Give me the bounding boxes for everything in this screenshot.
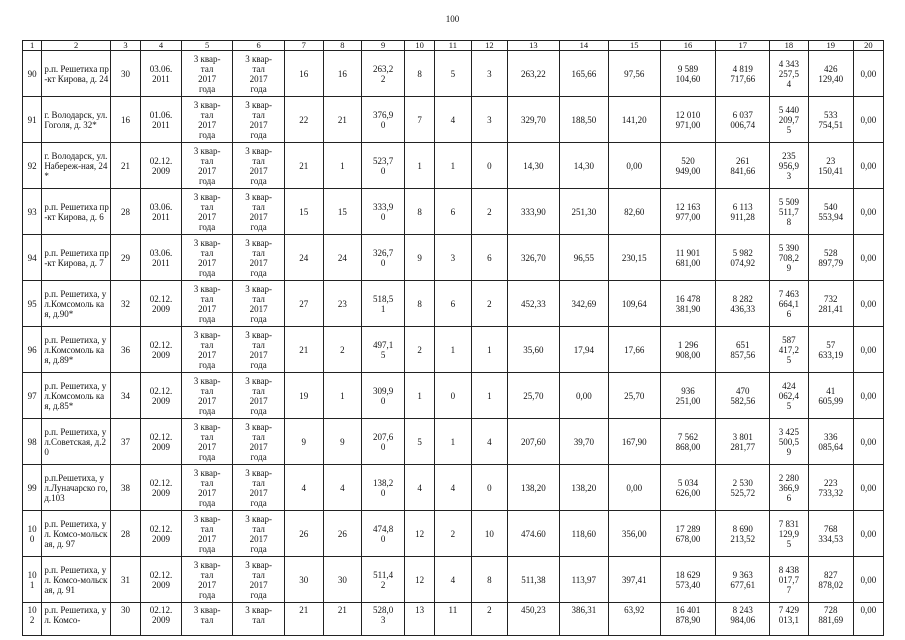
table-cell: 6	[471, 235, 508, 281]
table-row	[23, 465, 884, 511]
table-cell: 0,00	[853, 557, 883, 603]
table-row	[23, 603, 884, 636]
table-cell: 97	[23, 373, 42, 419]
table-cell: 9 363 677,61	[716, 557, 770, 603]
table-cell: 2	[323, 327, 362, 373]
table-cell: 10 1	[23, 557, 42, 603]
table-cell: 30	[111, 603, 141, 636]
table-cell: 3	[435, 235, 472, 281]
column-header: 6	[233, 41, 285, 51]
table-cell: 6	[435, 281, 472, 327]
table-cell: 520 949,00	[660, 143, 716, 189]
table-cell: 14,30	[559, 143, 608, 189]
table-cell: 2	[471, 281, 508, 327]
table-cell: 3 квар- тал 2017 года	[233, 143, 285, 189]
table-cell: 32	[111, 281, 141, 327]
header-row	[23, 41, 884, 51]
table-cell: 16	[111, 97, 141, 143]
table-row	[23, 97, 884, 143]
table-cell: 207,60	[508, 419, 560, 465]
table-cell: 17 289 678,00	[660, 511, 716, 557]
table-cell: 5	[405, 419, 435, 465]
table-cell: 10 0	[23, 511, 42, 557]
table-cell: 38	[111, 465, 141, 511]
table-cell: 3 квар- тал 2017 года	[233, 281, 285, 327]
table-cell: 587 417,2 5	[770, 327, 809, 373]
table-cell: 8 438 017,7 7	[770, 557, 809, 603]
table-cell: 3 425 500,5 9	[770, 419, 809, 465]
column-header: 18	[770, 41, 809, 51]
table-cell: 02.12. 2009	[141, 327, 182, 373]
table-cell: 3 квар- тал 2017 года	[181, 235, 233, 281]
table-cell: 01.06. 2011	[141, 97, 182, 143]
table-cell: 0,00	[853, 327, 883, 373]
table-cell: 470 582,56	[716, 373, 770, 419]
table-cell: 96	[23, 327, 42, 373]
table-cell: 511,38	[508, 557, 560, 603]
table-cell: 03.06. 2011	[141, 189, 182, 235]
table-cell: 9	[323, 419, 362, 465]
address-cell: р.п.Решетиха, ул.Луначарско го,д.103	[42, 465, 111, 511]
table-cell: 1	[435, 419, 472, 465]
table-cell: 28	[111, 189, 141, 235]
table-cell: 99	[23, 465, 42, 511]
table-cell: 10	[471, 511, 508, 557]
column-header: 2	[42, 41, 111, 51]
table-cell: 3 квар- тал 2017 года	[181, 511, 233, 557]
table-cell: 13	[405, 603, 435, 636]
table-cell: 98	[23, 419, 42, 465]
table-cell: 02.12. 2009	[141, 557, 182, 603]
table-cell: 728 881,69	[808, 603, 853, 636]
column-header: 19	[808, 41, 853, 51]
table-cell: 21	[111, 143, 141, 189]
table-cell: 4	[323, 465, 362, 511]
table-cell: 1	[405, 143, 435, 189]
table-cell: 02.12. 2009	[141, 511, 182, 557]
table-cell: 29	[111, 235, 141, 281]
table-cell: 15	[323, 189, 362, 235]
table-cell: 21	[323, 97, 362, 143]
table-cell: 450,23	[508, 603, 560, 636]
address-cell: р.п. Решетиха, ул. Комсо-	[42, 603, 111, 636]
table-cell: 8	[405, 281, 435, 327]
table-cell: 3 квар- тал 2017 года	[233, 235, 285, 281]
table-cell: 63,92	[609, 603, 661, 636]
table-cell: 0,00	[853, 373, 883, 419]
column-header: 5	[181, 41, 233, 51]
table-cell: 94	[23, 235, 42, 281]
column-header: 1	[23, 41, 42, 51]
table-cell: 37	[111, 419, 141, 465]
table-cell: 474,8 0	[362, 511, 405, 557]
table-cell: 326,70	[508, 235, 560, 281]
table-row	[23, 511, 884, 557]
table-cell: 528,0 3	[362, 603, 405, 636]
table-cell: 8	[471, 557, 508, 603]
table-cell: 92	[23, 143, 42, 189]
table-cell: 36	[111, 327, 141, 373]
table-cell: 25,70	[609, 373, 661, 419]
table-cell: 3 квар- тал 2017 года	[233, 327, 285, 373]
table-cell: 4	[471, 419, 508, 465]
table-cell: 3 801 281,77	[716, 419, 770, 465]
table-cell: 3 квар- тал 2017 года	[233, 557, 285, 603]
table-cell: 732 281,41	[808, 281, 853, 327]
table-cell: 1	[323, 373, 362, 419]
table-cell: 2	[435, 511, 472, 557]
table-cell: 6 113 911,28	[716, 189, 770, 235]
table-cell: 333,90	[508, 189, 560, 235]
table-cell: 138,20	[508, 465, 560, 511]
table-cell: 3 квар- тал 2017 года	[181, 465, 233, 511]
table-cell: 12	[405, 557, 435, 603]
table-cell: 02.12. 2009	[141, 143, 182, 189]
table-cell: 5 390 708,2 9	[770, 235, 809, 281]
table-row	[23, 51, 884, 97]
table-cell: 0	[435, 373, 472, 419]
table-cell: 533 754,51	[808, 97, 853, 143]
table-cell: 3 квар- тал 2017 года	[233, 189, 285, 235]
table-cell: 223 733,32	[808, 465, 853, 511]
table-cell: 41 605,99	[808, 373, 853, 419]
table-cell: 21	[284, 143, 323, 189]
table-cell: 474.60	[508, 511, 560, 557]
table-cell: 3	[471, 51, 508, 97]
table-cell: 11 901 681,00	[660, 235, 716, 281]
table-cell: 3 квар- тал 2017 года	[233, 465, 285, 511]
table-cell: 5	[435, 51, 472, 97]
table-cell: 8 690 213,52	[716, 511, 770, 557]
table-cell: 17,66	[609, 327, 661, 373]
table-cell: 35,60	[508, 327, 560, 373]
table-cell: 540 553,94	[808, 189, 853, 235]
table-cell: 424 062,4 5	[770, 373, 809, 419]
column-header: 16	[660, 41, 716, 51]
table-cell: 2 280 366,9 6	[770, 465, 809, 511]
table-cell: 3 квар- тал 2017 года	[233, 511, 285, 557]
table-cell: 2 530 525,72	[716, 465, 770, 511]
table-cell: 511,4 2	[362, 557, 405, 603]
table-cell: 0,00	[853, 51, 883, 97]
address-cell: р.п. Решетиха, ул. Комсо-мольская, д. 91	[42, 557, 111, 603]
table-cell: 5 982 074,92	[716, 235, 770, 281]
table-cell: 1	[405, 373, 435, 419]
table-cell: 1	[435, 143, 472, 189]
table-cell: 3 квар- тал 2017 года	[181, 557, 233, 603]
table-cell: 16	[284, 51, 323, 97]
table-cell: 326,7 0	[362, 235, 405, 281]
table-cell: 21	[323, 603, 362, 636]
table-cell: 14,30	[508, 143, 560, 189]
table-cell: 113,97	[559, 557, 608, 603]
table-cell: 02.12. 2009	[141, 465, 182, 511]
table-cell: 523,7 0	[362, 143, 405, 189]
table-row	[23, 235, 884, 281]
table-cell: 309,9 0	[362, 373, 405, 419]
table-cell: 2	[471, 603, 508, 636]
table-cell: 0,00	[853, 143, 883, 189]
table-cell: 7 463 664,1 6	[770, 281, 809, 327]
table-cell: 0,00	[853, 97, 883, 143]
table-cell: 0,00	[559, 373, 608, 419]
table-cell: 6	[435, 189, 472, 235]
column-header: 3	[111, 41, 141, 51]
table-cell: 24	[323, 235, 362, 281]
table-cell: 34	[111, 373, 141, 419]
table-cell: 3 квар- тал	[233, 603, 285, 636]
table-cell: 7	[405, 97, 435, 143]
table-cell: 4	[284, 465, 323, 511]
table-cell: 39,70	[559, 419, 608, 465]
table-cell: 3 квар- тал 2017 года	[233, 97, 285, 143]
table-row	[23, 189, 884, 235]
page-number: 100	[445, 14, 460, 24]
table-cell: 9	[405, 235, 435, 281]
address-cell: р.п. Решетиха, ул.Советская, д.20	[42, 419, 111, 465]
column-header: 10	[405, 41, 435, 51]
table-cell: 138,20	[559, 465, 608, 511]
table-cell: 3 квар- тал 2017 года	[181, 97, 233, 143]
table-cell: 12 010 971,00	[660, 97, 716, 143]
table-cell: 02.12. 2009	[141, 419, 182, 465]
table-cell: 3 квар- тал 2017 года	[181, 373, 233, 419]
table-row	[23, 373, 884, 419]
table-cell: 22	[284, 97, 323, 143]
table-row	[23, 281, 884, 327]
table-cell: 30	[111, 51, 141, 97]
table-cell: 02.12. 2009	[141, 281, 182, 327]
table-cell: 251,30	[559, 189, 608, 235]
table-cell: 3	[471, 97, 508, 143]
table-cell: 12	[405, 511, 435, 557]
table-cell: 24	[284, 235, 323, 281]
table-cell: 1	[471, 373, 508, 419]
table-cell: 4 343 257,5 4	[770, 51, 809, 97]
address-cell: р.п. Решетиха, ул.Комсомоль кая, д.89*	[42, 327, 111, 373]
table-cell: 4	[405, 465, 435, 511]
table-cell: 3 квар- тал 2017 года	[233, 373, 285, 419]
table-cell: 7 831 129,9 5	[770, 511, 809, 557]
table-cell: 263,22	[508, 51, 560, 97]
table-cell: 25,70	[508, 373, 560, 419]
table-cell: 0,00	[609, 143, 661, 189]
table-cell: 7 562 868,00	[660, 419, 716, 465]
table-cell: 3 квар- тал	[181, 603, 233, 636]
column-header: 8	[323, 41, 362, 51]
table-cell: 0,00	[853, 511, 883, 557]
table-cell: 82,60	[609, 189, 661, 235]
table-cell: 02.12. 2009	[141, 603, 182, 636]
table-cell: 19	[284, 373, 323, 419]
column-header: 12	[471, 41, 508, 51]
table-cell: 3 квар- тал 2017 года	[233, 419, 285, 465]
table-cell: 96,55	[559, 235, 608, 281]
column-header: 17	[716, 41, 770, 51]
data-table	[22, 40, 884, 636]
table-cell: 4	[435, 557, 472, 603]
table-cell: 93	[23, 189, 42, 235]
table-row	[23, 143, 884, 189]
column-header: 20	[853, 41, 883, 51]
table-cell: 118,60	[559, 511, 608, 557]
table-cell: 8 243 984,06	[716, 603, 770, 636]
table-cell: 3 квар- тал 2017 года	[181, 281, 233, 327]
table-cell: 207,6 0	[362, 419, 405, 465]
table-cell: 333,9 0	[362, 189, 405, 235]
table-cell: 02.12. 2009	[141, 373, 182, 419]
table-cell: 2	[405, 327, 435, 373]
table-row	[23, 557, 884, 603]
table-cell: 95	[23, 281, 42, 327]
table-row	[23, 419, 884, 465]
table-cell: 21	[284, 327, 323, 373]
table-cell: 0,00	[853, 603, 883, 636]
table-cell: 452,33	[508, 281, 560, 327]
table-cell: 16 401 878,90	[660, 603, 716, 636]
table-cell: 0,00	[853, 235, 883, 281]
table-cell: 651 857,56	[716, 327, 770, 373]
address-cell: р.п. Решетиха пр-кт Кирова, д. 7	[42, 235, 111, 281]
table-cell: 23 150,41	[808, 143, 853, 189]
table-cell: 827 878,02	[808, 557, 853, 603]
table-cell: 5 034 626,00	[660, 465, 716, 511]
table-cell: 15	[284, 189, 323, 235]
table-cell: 4 819 717,66	[716, 51, 770, 97]
table-cell: 3 квар- тал 2017 года	[181, 51, 233, 97]
table-cell: 91	[23, 97, 42, 143]
table-cell: 376,9 0	[362, 97, 405, 143]
table-cell: 936 251,00	[660, 373, 716, 419]
table-cell: 8	[405, 189, 435, 235]
table-cell: 497,1 5	[362, 327, 405, 373]
table-cell: 23	[323, 281, 362, 327]
table-cell: 21	[284, 603, 323, 636]
table-cell: 8 282 436,33	[716, 281, 770, 327]
table-cell: 0	[471, 143, 508, 189]
table-cell: 5 509 511,7 8	[770, 189, 809, 235]
table-cell: 3 квар- тал 2017 года	[181, 143, 233, 189]
column-header: 9	[362, 41, 405, 51]
table-cell: 3 квар- тал 2017 года	[181, 419, 233, 465]
table-cell: 31	[111, 557, 141, 603]
table-cell: 28	[111, 511, 141, 557]
column-header: 7	[284, 41, 323, 51]
table-cell: 57 633,19	[808, 327, 853, 373]
table-cell: 16 478 381,90	[660, 281, 716, 327]
address-cell: р.п. Решетиха пр-кт Кирова, д. 6	[42, 189, 111, 235]
table-cell: 138,2 0	[362, 465, 405, 511]
column-header: 13	[508, 41, 560, 51]
table-cell: 768 334,53	[808, 511, 853, 557]
table-cell: 03.06. 2011	[141, 51, 182, 97]
table-cell: 141,20	[609, 97, 661, 143]
table-cell: 356,00	[609, 511, 661, 557]
table-cell: 0,00	[853, 419, 883, 465]
table-cell: 1 296 908,00	[660, 327, 716, 373]
table-cell: 27	[284, 281, 323, 327]
table-cell: 4	[435, 465, 472, 511]
address-cell: р.п. Решетиха, ул.Комсомоль кая, д.90*	[42, 281, 111, 327]
table-cell: 263,2 2	[362, 51, 405, 97]
table-cell: 230,15	[609, 235, 661, 281]
table-cell: 7 429 013,1	[770, 603, 809, 636]
table-cell: 1	[323, 143, 362, 189]
column-header: 11	[435, 41, 472, 51]
table-cell: 5 440 209,7 5	[770, 97, 809, 143]
address-cell: р.п. Решетиха пр-кт Кирова, д. 24	[42, 51, 111, 97]
column-header: 15	[609, 41, 661, 51]
table-cell: 3 квар- тал 2017 года	[233, 51, 285, 97]
table-cell: 1	[435, 327, 472, 373]
table-cell: 397,41	[609, 557, 661, 603]
column-header: 4	[141, 41, 182, 51]
table-cell: 0	[471, 465, 508, 511]
table-cell: 26	[284, 511, 323, 557]
table-cell: 9	[284, 419, 323, 465]
table-cell: 97,56	[609, 51, 661, 97]
table-cell: 1	[471, 327, 508, 373]
table-cell: 0,00	[853, 281, 883, 327]
address-cell: г. Володарск, ул. Набереж-ная, 24*	[42, 143, 111, 189]
table-cell: 109,64	[609, 281, 661, 327]
table-cell: 10 2	[23, 603, 42, 636]
table-cell: 8	[405, 51, 435, 97]
table-cell: 0,00	[609, 465, 661, 511]
table-cell: 11	[435, 603, 472, 636]
table-cell: 188,50	[559, 97, 608, 143]
table-cell: 342,69	[559, 281, 608, 327]
table-cell: 3 квар- тал 2017 года	[181, 189, 233, 235]
table-cell: 30	[284, 557, 323, 603]
table-cell: 426 129,40	[808, 51, 853, 97]
table-cell: 3 квар- тал 2017 года	[181, 327, 233, 373]
table-cell: 528 897,79	[808, 235, 853, 281]
table-cell: 165,66	[559, 51, 608, 97]
table-cell: 12 163 977,00	[660, 189, 716, 235]
table-cell: 4	[435, 97, 472, 143]
table-cell: 9 589 104,60	[660, 51, 716, 97]
table-cell: 17,94	[559, 327, 608, 373]
table-cell: 90	[23, 51, 42, 97]
table-cell: 386,31	[559, 603, 608, 636]
table-cell: 518,5 1	[362, 281, 405, 327]
table-cell: 0,00	[853, 465, 883, 511]
table-cell: 30	[323, 557, 362, 603]
address-cell: р.п. Решетиха, ул.Комсомоль кая, д.85*	[42, 373, 111, 419]
table-cell: 26	[323, 511, 362, 557]
table-cell: 235 956,9 3	[770, 143, 809, 189]
address-cell: г. Володарск, ул. Гоголя, д. 32*	[42, 97, 111, 143]
table-cell: 6 037 006,74	[716, 97, 770, 143]
table-cell: 16	[323, 51, 362, 97]
table-cell: 0,00	[853, 189, 883, 235]
table-cell: 336 085,64	[808, 419, 853, 465]
table-cell: 03.06. 2011	[141, 235, 182, 281]
table-cell: 167,90	[609, 419, 661, 465]
column-header: 14	[559, 41, 608, 51]
table-cell: 2	[471, 189, 508, 235]
table-cell: 18 629 573,40	[660, 557, 716, 603]
table-cell: 329,70	[508, 97, 560, 143]
table-row	[23, 327, 884, 373]
address-cell: р.п. Решетиха, ул. Комсо-мольская, д. 97	[42, 511, 111, 557]
table-cell: 261 841,66	[716, 143, 770, 189]
